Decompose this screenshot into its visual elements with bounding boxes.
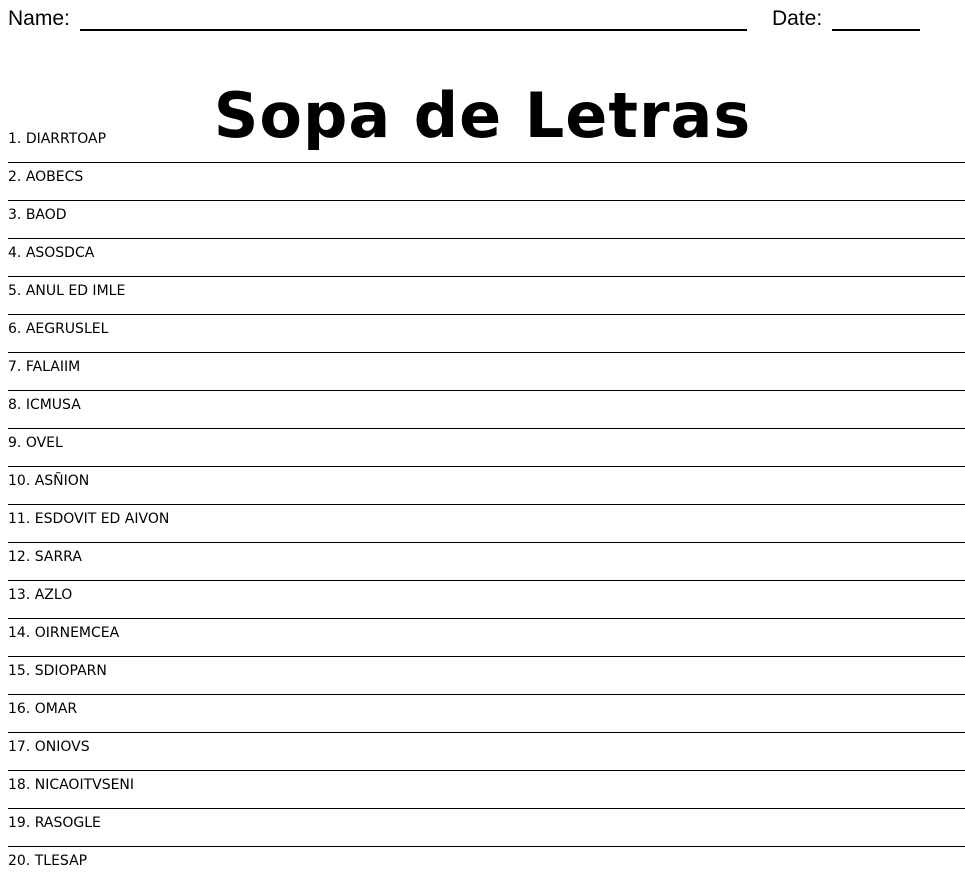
date-label: Date: bbox=[772, 7, 823, 30]
list-item bbox=[0, 622, 965, 660]
header-row bbox=[8, 5, 958, 33]
item-number: 9. bbox=[8, 435, 22, 451]
answer-line[interactable] bbox=[8, 770, 965, 771]
item-number: 11. bbox=[8, 511, 31, 527]
list-item bbox=[0, 774, 965, 812]
list-item bbox=[0, 128, 965, 166]
scrambled-word bbox=[8, 700, 77, 718]
name-label: Name: bbox=[8, 7, 70, 30]
item-word: SARRA bbox=[34, 549, 82, 565]
list-item bbox=[0, 812, 965, 850]
item-word: OIRNEMCEA bbox=[34, 625, 120, 641]
answer-line[interactable] bbox=[8, 580, 965, 581]
list-item bbox=[0, 394, 965, 432]
item-word: ANUL ED IMLE bbox=[25, 283, 126, 299]
scrambled-word bbox=[8, 852, 87, 870]
item-word: SDIOPARN bbox=[34, 663, 107, 679]
item-number: 10. bbox=[8, 473, 31, 489]
answer-line[interactable] bbox=[8, 466, 965, 467]
item-number: 13. bbox=[8, 587, 31, 603]
list-item bbox=[0, 318, 965, 356]
list-item bbox=[0, 584, 965, 622]
scrambled-word bbox=[8, 586, 72, 604]
answer-line[interactable] bbox=[8, 504, 965, 505]
item-word: FALAIIM bbox=[25, 359, 81, 375]
item-number: 5. bbox=[8, 283, 22, 299]
answer-line[interactable] bbox=[8, 732, 965, 733]
item-number: 20. bbox=[8, 853, 31, 869]
list-item bbox=[0, 850, 965, 888]
item-number: 19. bbox=[8, 815, 31, 831]
list-item bbox=[0, 432, 965, 470]
scrambled-word bbox=[8, 472, 89, 490]
answer-line[interactable] bbox=[8, 200, 965, 201]
item-word: AOBECS bbox=[25, 169, 84, 185]
scrambled-word bbox=[8, 130, 106, 148]
item-number: 16. bbox=[8, 701, 31, 717]
answer-line[interactable] bbox=[8, 428, 965, 429]
scrambled-word bbox=[8, 662, 107, 680]
list-item bbox=[0, 166, 965, 204]
scrambled-word-list bbox=[0, 128, 965, 888]
item-word: ESDOVIT ED AIVON bbox=[34, 511, 170, 527]
list-item bbox=[0, 546, 965, 584]
item-number: 4. bbox=[8, 245, 22, 261]
answer-line[interactable] bbox=[8, 694, 965, 695]
list-item bbox=[0, 280, 965, 318]
scrambled-word bbox=[8, 396, 81, 414]
scrambled-word bbox=[8, 814, 101, 832]
date-blank-line[interactable] bbox=[832, 29, 920, 31]
scrambled-word bbox=[8, 548, 82, 566]
scrambled-word bbox=[8, 206, 67, 224]
answer-line[interactable] bbox=[8, 808, 965, 809]
list-item bbox=[0, 736, 965, 774]
item-number: 14. bbox=[8, 625, 31, 641]
item-word: ASÑION bbox=[34, 473, 90, 489]
list-item bbox=[0, 660, 965, 698]
item-word: AZLO bbox=[34, 587, 73, 603]
answer-line[interactable] bbox=[8, 656, 965, 657]
list-item bbox=[0, 242, 965, 280]
list-item bbox=[0, 204, 965, 242]
item-number: 3. bbox=[8, 207, 22, 223]
answer-line[interactable] bbox=[8, 276, 965, 277]
item-word: RASOGLE bbox=[34, 815, 101, 831]
answer-line[interactable] bbox=[8, 846, 965, 847]
answer-line[interactable] bbox=[8, 390, 965, 391]
answer-line[interactable] bbox=[8, 162, 965, 163]
item-number: 7. bbox=[8, 359, 22, 375]
scrambled-word bbox=[8, 624, 119, 642]
list-item bbox=[0, 508, 965, 546]
name-blank-line[interactable] bbox=[80, 29, 747, 31]
item-number: 2. bbox=[8, 169, 22, 185]
item-number: 17. bbox=[8, 739, 31, 755]
answer-line[interactable] bbox=[8, 238, 965, 239]
scrambled-word bbox=[8, 320, 108, 338]
answer-line[interactable] bbox=[8, 352, 965, 353]
item-word: DIARRTOAP bbox=[25, 131, 107, 147]
item-word: ASOSDCA bbox=[25, 245, 95, 261]
answer-line[interactable] bbox=[8, 314, 965, 315]
answer-line[interactable] bbox=[8, 542, 965, 543]
item-number: 18. bbox=[8, 777, 31, 793]
scrambled-word bbox=[8, 738, 90, 756]
scrambled-word bbox=[8, 776, 134, 794]
scrambled-word bbox=[8, 282, 125, 300]
item-word: OMAR bbox=[34, 701, 78, 717]
item-word: TLESAP bbox=[34, 853, 88, 869]
scrambled-word bbox=[8, 244, 94, 262]
list-item bbox=[0, 356, 965, 394]
item-number: 6. bbox=[8, 321, 22, 337]
item-number: 8. bbox=[8, 397, 22, 413]
scrambled-word bbox=[8, 434, 63, 452]
item-word: NICAOITVSENI bbox=[34, 777, 135, 793]
item-number: 1. bbox=[8, 131, 22, 147]
answer-line[interactable] bbox=[8, 618, 965, 619]
item-word: OVEL bbox=[25, 435, 63, 451]
scrambled-word bbox=[8, 358, 80, 376]
item-number: 15. bbox=[8, 663, 31, 679]
item-word: ICMUSA bbox=[25, 397, 81, 413]
scrambled-word bbox=[8, 168, 83, 186]
page-title: Sopa de Letras bbox=[213, 78, 752, 152]
list-item bbox=[0, 698, 965, 736]
scrambled-word bbox=[8, 510, 169, 528]
item-word: BAOD bbox=[25, 207, 67, 223]
item-word: AEGRUSLEL bbox=[25, 321, 109, 337]
item-word: ONIOVS bbox=[34, 739, 90, 755]
list-item bbox=[0, 470, 965, 508]
item-number: 12. bbox=[8, 549, 31, 565]
